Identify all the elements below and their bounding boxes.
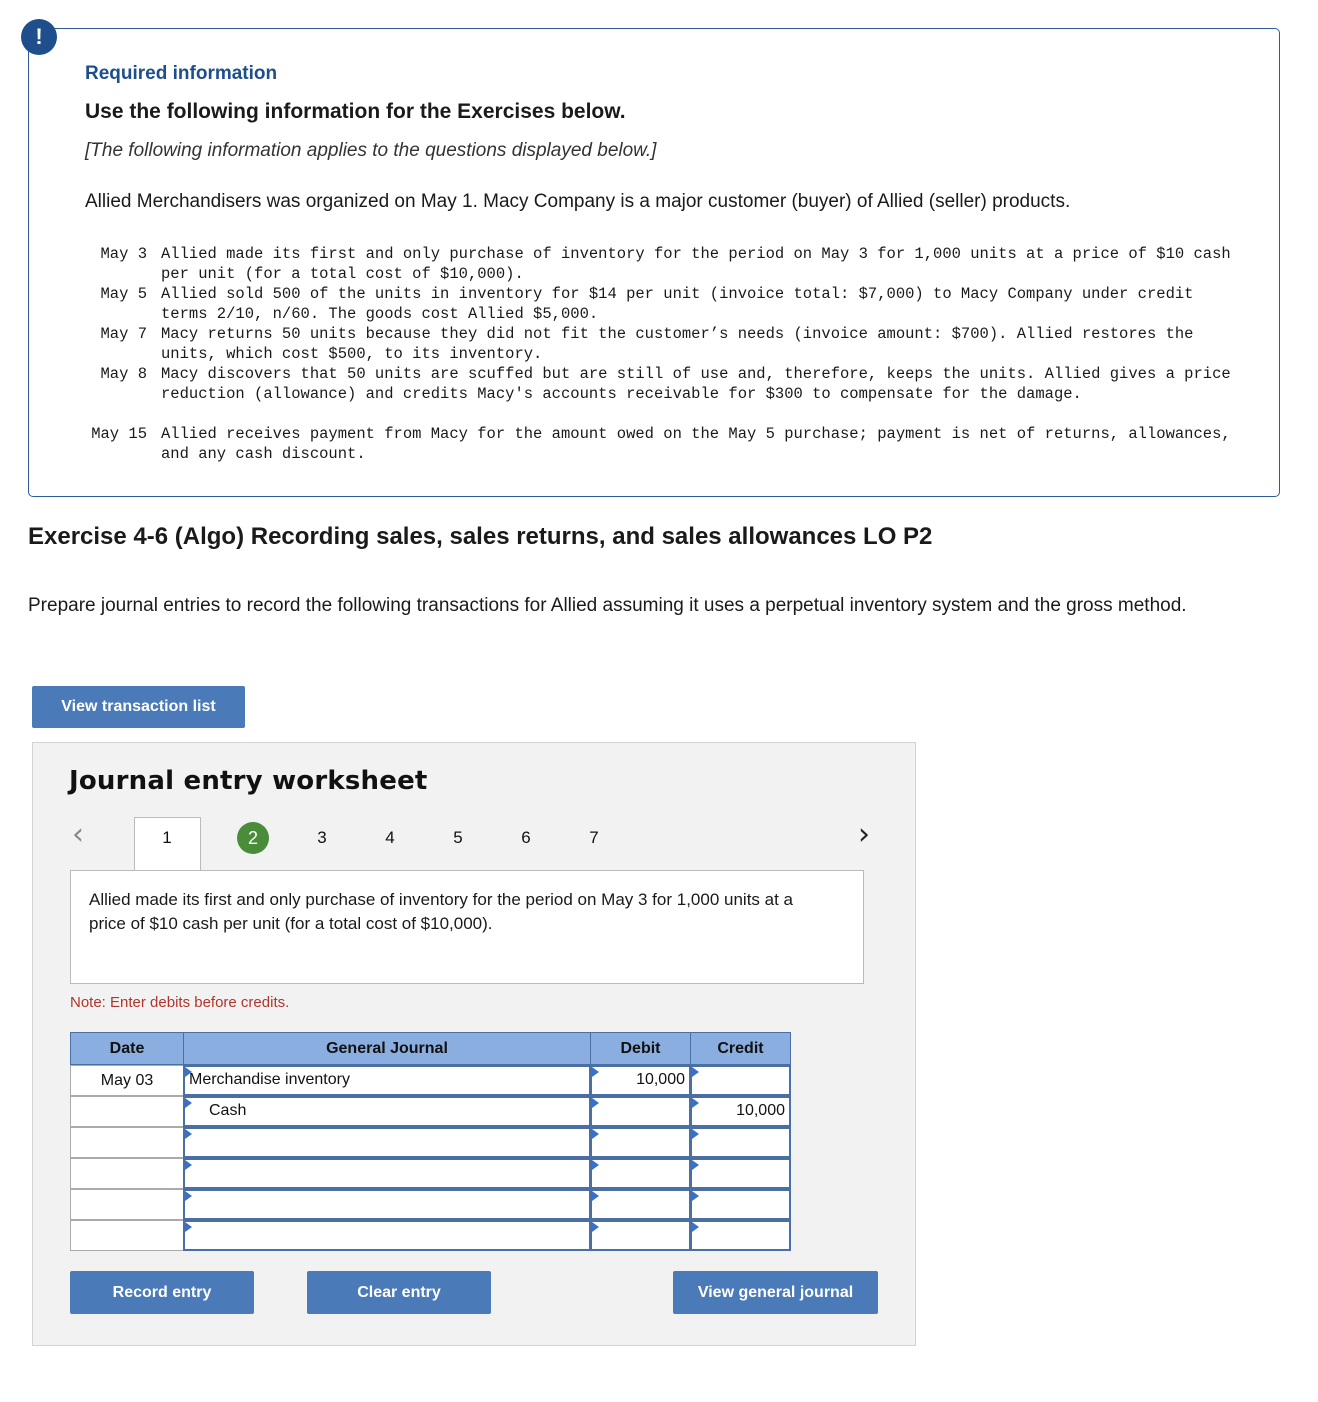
exercise-title: Exercise 4-6 (Algo) Recording sales, sales returns, and sales allowances LO P2 — [28, 523, 933, 550]
tab-5[interactable]: 5 — [453, 828, 463, 847]
journal-credit-input[interactable] — [690, 1127, 791, 1158]
transaction-date: May 7 — [100, 325, 147, 343]
journal-credit-input[interactable] — [690, 1158, 791, 1189]
journal-date-cell[interactable] — [70, 1096, 184, 1127]
entry-note: Note: Enter debits before credits. — [70, 994, 290, 1011]
journal-date-cell[interactable] — [70, 1220, 184, 1251]
dropdown-marker-icon — [185, 1160, 192, 1170]
transaction-date: May 8 — [100, 365, 147, 383]
dropdown-marker-icon — [692, 1191, 699, 1201]
transaction-date: May 3 — [100, 245, 147, 263]
tab-2[interactable]: 2 — [237, 822, 269, 854]
exercise-prompt: Prepare journal entries to record the following transactions for Allied assuming it uses a perpetual inventory system and the gross method. — [28, 595, 1187, 616]
transaction-text: Macy discovers that 50 units are scuffed but are still of use and, therefore, keeps the units. Allied gives a price reduction (allowance) and credits Macy's accounts receivable for $300 to compensate for the damage. — [161, 365, 1231, 403]
journal-debit-input[interactable] — [590, 1096, 691, 1127]
dropdown-marker-icon — [592, 1191, 599, 1201]
tab-1-label: 1 — [162, 828, 172, 847]
transaction-date: May 5 — [100, 285, 147, 303]
transaction-text: Allied receives payment from Macy for the amount owed on the May 5 purchase; payment is net of returns, allowances, and any cash discount. — [161, 425, 1231, 463]
dropdown-marker-icon — [185, 1129, 192, 1139]
clear-entry-button[interactable]: Clear entry — [307, 1271, 491, 1314]
record-entry-button[interactable]: Record entry — [70, 1271, 254, 1314]
transaction-text: Allied sold 500 of the units in inventory for $14 per unit (invoice total: $7,000) to Macy Company under credit terms 2/10, n/60. The goods cost Allied $5,000. — [161, 285, 1194, 323]
required-info-heading: Use the following information for the Exercises below. — [85, 100, 626, 123]
dropdown-marker-icon — [692, 1098, 699, 1108]
tab-3[interactable]: 3 — [317, 828, 327, 847]
dropdown-marker-icon — [692, 1160, 699, 1170]
transaction-date: May 15 — [91, 425, 147, 443]
journal-debit-input[interactable] — [590, 1127, 691, 1158]
dropdown-marker-icon — [185, 1191, 192, 1201]
dropdown-marker-icon — [592, 1160, 599, 1170]
journal-debit-input[interactable]: 10,000 — [590, 1065, 691, 1096]
journal-date-cell[interactable] — [70, 1158, 184, 1189]
prev-arrow-icon[interactable]: ‹ — [72, 817, 84, 852]
transaction-text: Macy returns 50 units because they did not fit the customer’s needs (invoice amount: $700). Allied restores the units, which cost $500, to its inventory. — [161, 325, 1194, 363]
required-info-title: Required information — [85, 63, 278, 84]
tab-6[interactable]: 6 — [521, 828, 531, 847]
transaction-description: Allied made its first and only purchase of inventory for the period on May 3 for 1,000 units at a price of $10 cash per unit (for a total cost of $10,000). — [89, 890, 793, 933]
dropdown-marker-icon — [692, 1067, 699, 1077]
journal-account-input[interactable]: Cash — [183, 1096, 591, 1127]
journal-date-cell[interactable] — [70, 1127, 184, 1158]
next-arrow-icon[interactable]: › — [858, 817, 870, 852]
column-header-debit: Debit — [590, 1032, 691, 1065]
dropdown-marker-icon — [592, 1129, 599, 1139]
journal-credit-input[interactable] — [690, 1189, 791, 1220]
dropdown-marker-icon — [592, 1222, 599, 1232]
journal-account-input[interactable] — [183, 1127, 591, 1158]
journal-credit-input[interactable] — [690, 1220, 791, 1251]
intro-text: Allied Merchandisers was organized on May 1. Macy Company is a major customer (buyer) of Allied (seller) products. — [85, 191, 1071, 212]
view-transaction-list-button[interactable]: View transaction list — [32, 686, 245, 728]
journal-debit-input[interactable] — [590, 1220, 691, 1251]
applies-note: [The following information applies to the questions displayed below.] — [85, 140, 657, 161]
column-header-general-journal: General Journal — [183, 1032, 591, 1065]
alert-icon: ! — [21, 19, 57, 55]
column-header-credit: Credit — [690, 1032, 791, 1065]
dropdown-marker-icon — [185, 1098, 192, 1108]
journal-date-cell[interactable]: May 03 — [70, 1065, 184, 1096]
view-general-journal-button[interactable]: View general journal — [673, 1271, 878, 1314]
journal-debit-input[interactable] — [590, 1189, 691, 1220]
dropdown-marker-icon — [592, 1098, 599, 1108]
journal-account-input[interactable]: Merchandise inventory — [183, 1065, 591, 1096]
dropdown-marker-icon — [592, 1067, 599, 1077]
journal-debit-input[interactable] — [590, 1158, 691, 1189]
journal-account-input[interactable] — [183, 1189, 591, 1220]
tab-7[interactable]: 7 — [589, 828, 599, 847]
dropdown-marker-icon — [185, 1222, 192, 1232]
dropdown-marker-icon — [692, 1222, 699, 1232]
dropdown-marker-icon — [692, 1129, 699, 1139]
journal-account-input[interactable] — [183, 1220, 591, 1251]
worksheet-title: Journal entry worksheet — [69, 766, 428, 796]
column-header-date: Date — [70, 1032, 184, 1065]
transaction-text: Allied made its first and only purchase of inventory for the period on May 3 for 1,000 units at a price of $10 cash per unit (for a total cost of $10,000). — [161, 245, 1231, 283]
journal-date-cell[interactable] — [70, 1189, 184, 1220]
journal-credit-input[interactable] — [690, 1065, 791, 1096]
journal-credit-input[interactable]: 10,000 — [690, 1096, 791, 1127]
dropdown-marker-icon — [185, 1067, 192, 1077]
journal-account-input[interactable] — [183, 1158, 591, 1189]
tab-4[interactable]: 4 — [385, 828, 395, 847]
